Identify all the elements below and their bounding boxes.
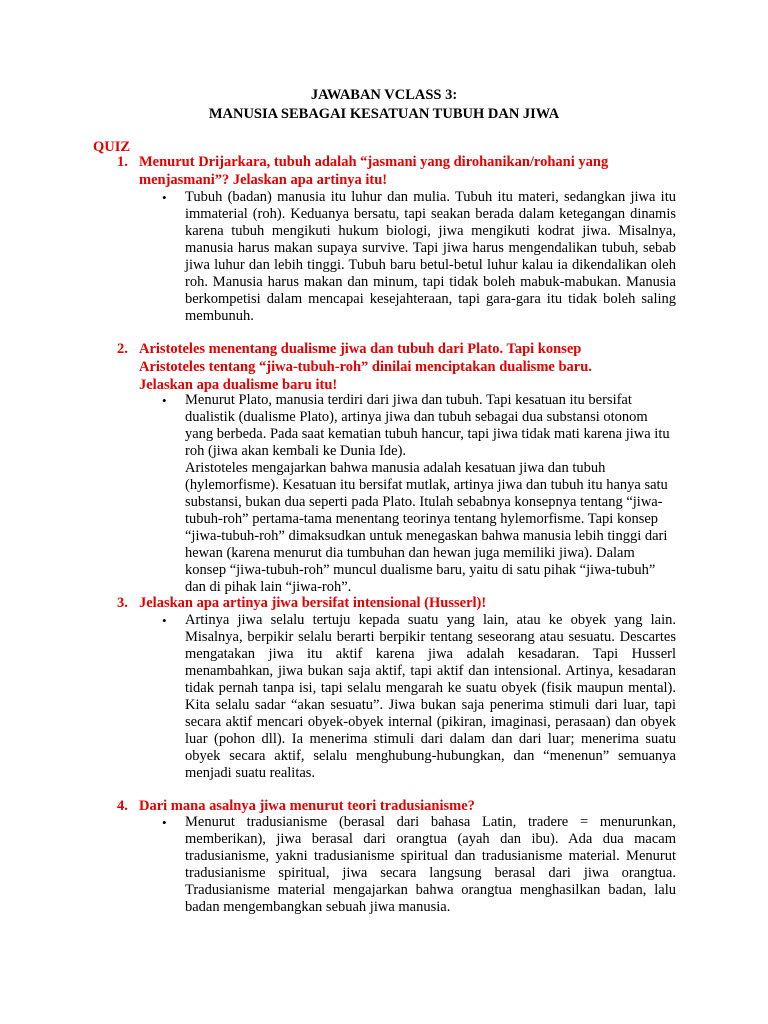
question-number: 2. xyxy=(117,341,128,357)
question-text: Dari mana asalnya jiwa menurut teori tradusianisme? xyxy=(139,798,475,814)
question-4 xyxy=(117,797,679,815)
answer-text: Artinya jiwa selalu tertuju kepada suatu yang lain, atau ke obyek yang lain. Misalnya, berpikir selalu berarti berpikir tentang seseorang atau sesuatu. Descartes mengatakan jiwa itu aktif karena jiwa adalah kesadaran. Tapi Husserl menambahkan, jiwa bukan saja aktif, tapi aktif dan intensional. Artinya, kesadaran tidak pernah tanpa isi, tapi selalu mengarah ke suatu obyek (fisik maupun mental). Kita selalu sadar “akan sesuatu”. Jiwa bukan saja penerima stimuli dari luar, tapi secara aktif mencari obyek-obyek internal (pikiran, imaginasi, perasaan) dan obyek luar (pohon dll). Ia menerima stimuli dari dalam dan dari luar; menerima suatu obyek secara aktif, selalu menghubung-hubungkan, dan “menenun” semuanya menjadi suatu realitas. xyxy=(185,612,676,781)
bullet-icon: • xyxy=(162,815,167,830)
bullet-icon: • xyxy=(162,613,167,628)
answer-text: Menurut tradusianisme (berasal dari bahasa Latin, tradere = menurunkan, memberikan), jiwa berasal dari orangtua (ayah dan ibu). Ada dua macam tradusianisme, yakni tradusianisme spiritual dan tradusianisme material. Menurut tradusianisme spiritual, jiwa secara langsung berasal dari jiwa orangtua. Tradusianisme material mengajarkan bahwa orangtua menghasilkan badan, lalu badan mengembangkan sebuah jiwa manusia. xyxy=(185,814,676,915)
answer-3 xyxy=(162,612,676,782)
document-title-line-1: JAWABAN VCLASS 3: xyxy=(310,87,458,103)
bullet-icon: • xyxy=(162,190,167,205)
answer-2 xyxy=(162,392,676,596)
question-number: 4. xyxy=(117,798,128,814)
answer-text: Menurut Plato, manusia terdiri dari jiwa dan tubuh. Tapi kesatuan itu bersifat dualistik (dualisme Plato), artinya jiwa dan tubuh sebagai dua substansi otonom yang berbeda. Pada saat kematian tubuh hancur, tapi jiwa tidak mati karena jiwa itu roh (jiwa akan kembali ke Dunia Ide). xyxy=(185,392,670,459)
answer-text: Tubuh (badan) manusia itu luhur dan mulia. Tubuh itu materi, sedangkan jiwa itu immaterial (roh). Keduanya bersatu, tapi seakan berada dalam ketegangan dinamis karena tubuh mengikuti hukum biologi, jiwa mengikuti kodrat jiwa. Misalnya, manusia harus makan supaya survive. Tapi jiwa harus mengendalikan tubuh, sebab jiwa luhur dan lebih tinggi. Tubuh baru betul-betul luhur kalau ia dikendalikan oleh roh. Manusia harus makan dan minum, tapi tidak boleh mabuk-mabukan. Manusia berkompetisi dalam mencapai kesejahteraan, tapi gara-gara itu tidak boleh saling membunuh. xyxy=(185,189,676,324)
question-text: Jelaskan apa artinya jiwa bersifat intensional (Husserl)! xyxy=(139,595,487,611)
bullet-icon: • xyxy=(162,393,167,408)
question-text: Aristoteles menentang dualisme jiwa dan tubuh dari Plato. Tapi konsep Aristoteles tentang “jiwa-tubuh-roh” dinilai menciptakan dualisme baru. Jelaskan apa dualisme baru itu! xyxy=(139,341,592,393)
answer-1 xyxy=(162,189,676,325)
question-3 xyxy=(117,594,679,612)
question-number: 1. xyxy=(117,154,128,170)
question-text: Menurut Drijarkara, tubuh adalah “jasmani yang dirohanikan/rohani yang menjasmani”? Jelaskan apa artinya itu! xyxy=(139,154,609,188)
answer-text-continued: Aristoteles mengajarkan bahwa manusia adalah kesatuan jiwa dan tubuh (hylemorfisme). Kesatuan itu bersifat mutlak, artinya jiwa dan tubuh itu hanya satu substansi, bukan dua seperti pada Plato. Itulah sebabnya konsepnya tentang “jiwa-tubuh-roh” pertama-tama menentang teorinya tentang hylemorfisme. Tapi konsep “jiwa-tubuh-roh” dimaksudkan untuk menegaskan bahwa manusia lebih tinggi dari hewan (karena menurut dia tumbuhan dan hewan juga memiliki jiwa). Dalam konsep “jiwa-tubuh-roh” muncul dualisme baru, yaitu di satu pihak “jiwa-tubuh” dan di pihak lain “jiwa-roh”. xyxy=(185,460,668,595)
quiz-heading: QUIZ xyxy=(93,139,131,155)
question-number: 3. xyxy=(117,595,128,611)
answer-4 xyxy=(162,814,676,916)
question-1 xyxy=(117,153,679,189)
question-2 xyxy=(117,340,644,394)
document-title-line-2: MANUSIA SEBAGAI KESATUAN TUBUH DAN JIWA xyxy=(208,106,560,122)
